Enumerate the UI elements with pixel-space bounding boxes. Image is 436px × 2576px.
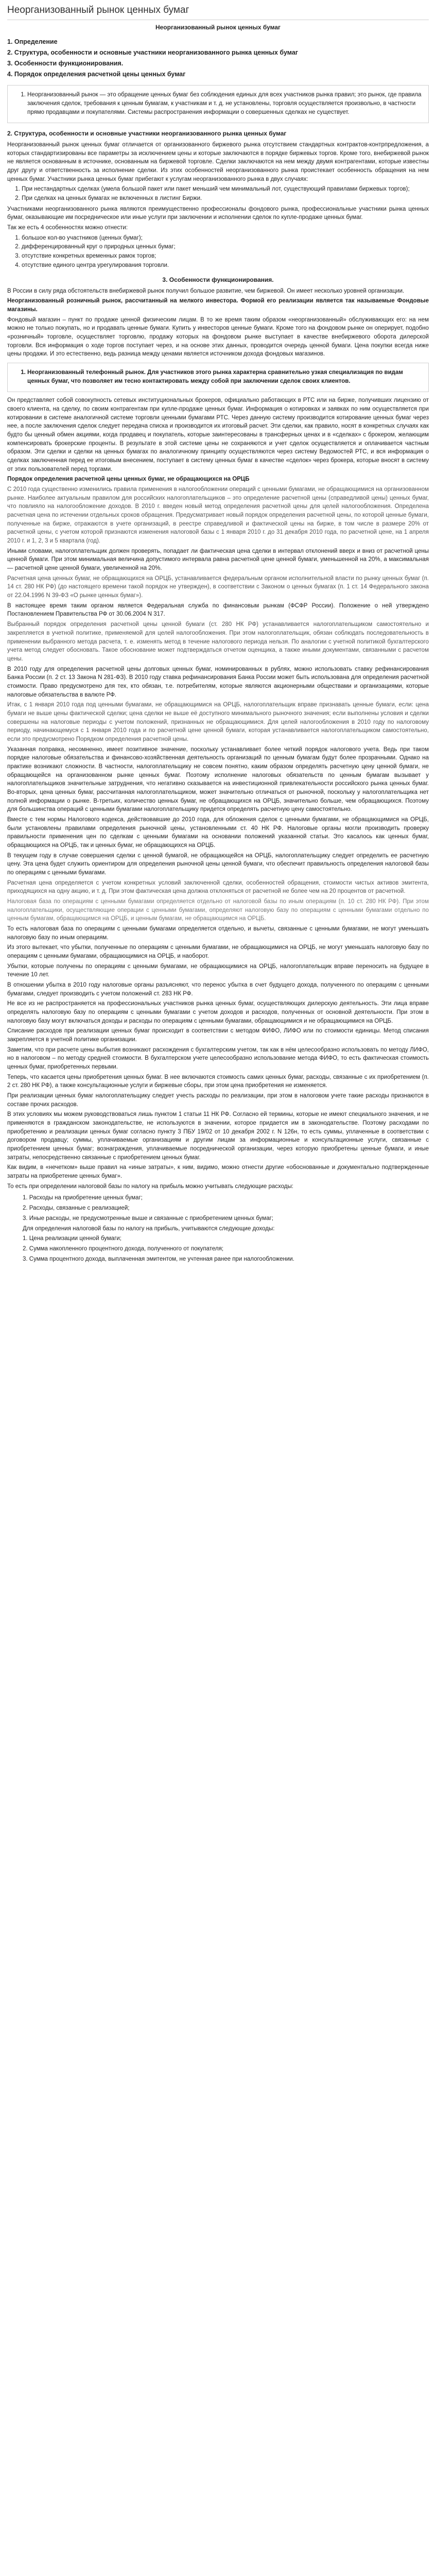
list-item: 2. Сумма накопленного процентного дохода, полученного от покупателя; (23, 1245, 224, 1252)
section-2-heading: 2. Структура, особенности и основные участники неорганизованного рынка ценных бумаг (7, 130, 287, 138)
paragraph: Указанная поправка, несомненно, имеет позитивное значение, поскольку устанавливает более четкий порядок налогового учета. Ведь при таком порядке налоговые обязательства и финансово-хозяйственная деятельность организаций по ценным бумагам будут более прозрачными. Однако на практике возникают сложности. В частности, налогоплательщику не совсем понятно, каким образом определять расчетную цену ценной бумаги, не обращающейся на организованном рынке ценных бумаг. Поэтому исполнение налоговых обязательств по ценным бумагам вызывает у налогоплательщиков значительные затруднения, что негативно сказывается на инвестиционной привлекательности российского рынка ценных бумаг. Во-вторых, цена ценных бумаг, рассчитанная налогоплательщиком, может значительно отличаться от рыночной, поскольку у налогоплательщика нет полной информации о рынке. В-третьих, количество ценных бумаг, не обращающихся на ОРЦБ, значительно больше, чем обращающихся. Поэтому для большинства операций с ценными бумагами налогоплательщику придется определять расчетную цену самостоятельно. (7, 746, 429, 813)
toc-link-1[interactable]: 1. Определение (7, 38, 58, 45)
paragraph: Участниками неорганизованного рынка являются преимущественно профессионалы фондового рынка, профессиональные участники рынка ценных бумаг, оказывающие им посредническое или иные услуги при заключении и исполнении сделок по купле-продаже ценных бумаг. (7, 206, 429, 221)
definition-text: 1. Неорганизованный рынок — это обращение ценных бумаг без соблюдения единых для всех участников рынка правил; это рынок, где правила заключения сделок, требования к ценным бумагам, к участникам и т. д. не установлены, торговля осуществляется произвольно, в частности прямо продавцами и покупателями. Системы распространения информации о совершенных сделках не существует. (27, 91, 422, 116)
paragraph: В России в силу ряда обстоятельств внебиржевой рынок получил большое развитие, чем биржевой. Он имеет несколько уровней организации. (7, 287, 405, 294)
paragraph: Расчетная цена ценных бумаг, не обращающихся на ОРЦБ, устанавливается федеральным органом исполнительной власти по рынку ценных бумаг (п. 14 ст. 280 НК РФ) (до настоящего времени такой порядок не утвержден), в соответствии с Законом о ценных бумагах (п. 1 ст. 14 Федерального закона от 22.04.1996 N 39-ФЗ «О рынке ценных бумаг»). (7, 575, 429, 599)
paragraph: То есть при определении налоговой базы по налогу на прибыль можно учитывать следующие расходы: (7, 1183, 293, 1190)
list-item: 2. При сделках на ценных бумагах не включенных в листинг Биржи. (22, 194, 429, 203)
paragraph: Налоговая база по операциям с ценными бумагами определяется отдельно от налоговой базы по иным операциям (п. 10 ст. 280 НК РФ). При этом налогоплательщики, осуществляющие операции с ценными бумагами, определяют налоговую базу по операциям с ценными бумагами отдельно по ценным бумагам, обращающимся на ОРЦБ, и ценным бумагам, не обращающимся на ОРЦБ. (7, 898, 429, 922)
list-item: 3. отсутствие конкретных временных рамок торгов; (22, 252, 429, 261)
paragraph: Фондовый магазин – пункт по продаже ценной физическим лицам. В то же время таким образом «неорганизованный» обслуживающих его: на нем можно не только покупать, но и продавать ценные бумаги. Купить у инвесторов ценные бумаги. Кроме того на фондовом рынке он оперирует, подобно «розничный» торговле, осуществляет торговлю, продажу которых на фондовом рынке выступает в качестве внебиржевого оборота дилерской торговли. Вся информация о ходе торгов поступает через, и на основе этих данных, проводится очередь ценной бумаги. Цена покупки всегда ниже цены продажи. И это естественно, ведь разница между ценами является источником дохода фондовых магазинов. (7, 316, 429, 358)
paragraph: В настоящее время таким органом является Федеральная служба по финансовым рынкам (ФСФР России). Положение о ней утверждено Постановлением Правительства РФ от 30.06.2004 N 317. (7, 602, 429, 618)
paragraph: Так же есть 4 особенностях можно отнести: (7, 224, 128, 231)
paragraph: Неорганизованный розничный рынок, рассчитанный на мелкого инвестора. Формой его реализации является так называемые Фондовые магазины. (7, 298, 429, 313)
paragraph: Теперь, что касается цены приобретения ценных бумаг. В нее включаются стоимость самих ценных бумаг, расходы, связанные с их приобретением (п. 2 ст. 280 НК РФ), а также консультационные услуги и биржевые сборы, при этом цена приобретения не изменяется. (7, 1074, 429, 1089)
toc-link-4[interactable]: 4. Порядок определения расчетной цены ценных бумаг (7, 71, 186, 78)
paragraph: В отношении убытка в 2010 году налоговые органы разъясняют, что перенос убытка в счет будущего дохода, полученного по операциям с ценными бумагами, следует производить с учетом положений ст. 283 НК РФ. (7, 982, 429, 997)
telephone-market-box (7, 363, 429, 392)
list-item: 4. отсутствие единого центра урегулирования торговли. (22, 261, 429, 270)
paragraph: Иными словами, налогоплательщик должен проверять, попадает ли фактическая цена сделки в интервал отклонений вверх и вниз от расчетной цены ценной бумаги. При этом минимальная величина допустимого интервала равна расчетной цене ценной бумаги, уменьшенной на 20%, а максимальная — расчетной цене ценной бумаги, увеличенной на 20%. (7, 548, 429, 572)
table-of-contents (7, 37, 429, 79)
paragraph: Расчетная цена определяется с учетом конкретных условий заключенной сделки, особенностей обращения, стоимости чистых активов эмитента, приходящихся на одну акцию, и т. д. При этом фактическая цена должна отклоняться от расчетной не более чем на 20 процентов от расчетной. (7, 879, 429, 895)
box-text: 1. Неорганизованный телефонный рынок. Для участников этого рынка характерна сравнительно узкая специализация по видам ценных бумаг, что позволяет им тесно контактировать между собой при заключении сделок своих клиентов. (27, 368, 422, 385)
toc-item[interactable] (7, 70, 429, 79)
paragraph: Заметим, что при расчете цены выбытия возникают расхождения с бухгалтерским учетом, так как в нём целесообразно использовать по методу ЛИФО, но в налоговом – по методу средней стоимости. В бухгалтерском учете целесообразно использование метода ФИФО, то есть фактическая стоимость ценных бумаг, приобретенных первыми. (7, 1046, 429, 1071)
paragraph: Итак, с 1 января 2010 года под ценными бумагами, не обращающимися на ОРЦБ, налогоплательщик вправе признавать ценные бумаги, если: цена бумаги не выше цены фактической сделки; цена сделки не выше её доступного минимального рыночного значения; если выполнены условия и сделки совершены на налоговые периоды с учетом положений, признанных не обращающимися. Для целей налогообложения в 2010 году по налоговому периоду, начинающемуся с 1 января 2010 года и по расчетной цене ценной бумаги, которая устанавливается налогоплательщиком самостоятельно, если это предусмотрено Порядком определения расчетной цены. (7, 702, 429, 742)
paragraph: В этих условиях мы можем руководствоваться лишь пунктом 1 статьи 11 НК РФ. Согласно ей термины, которые не имеют специального значения, и не применяются в гражданском законодательстве, не используются в значении, которое придается им в законодательстве. Поэтому расходами по приобретению и реализации ценных бумаг согласно пункту 3 ПБУ 19/02 от 10 декабря 2002 г. N 126н, то есть суммы, уплаченные в соответствии с договором продавцу; суммы, уплачиваемые организациям и другим лицам за информационные и консультационные услуги, связанные с приобретением ценных бумаг; вознаграждения, уплачиваемые посреднической организации, через которую приобретены ценные бумаги, и иные затраты, непосредственно связанные с приобретением ценных бумаг. (7, 1111, 429, 1161)
list-item: Для определения налоговой базы по налогу на прибыль, учитываются следующие доходы: (23, 1225, 275, 1232)
paragraph: Неорганизованный рынок ценных бумаг отличается от организованного биржевого рынка отсутствием стандартных контрактов-контрпредложения, а которых стандартизированы все параметры за исключением цены и которые заключаются в порядке биржевых торгов. Кроме того, внебиржевой рынок не является основанным в источнике, основанным на биржевой торговле. Сделки заключаются на нем между двумя контрагентами, которые известны друг другу и ответственность за исполнение сделки. Из этих особенностей неорганизованного рынка проистекает особенность обращения на нем ценных бумаг. Участники рынка ценных бумаг прибегают к услугам неорганизованного рынка в двух случаях: (7, 141, 429, 182)
list-item: 1. Расходы на приобретение ценных бумаг; (23, 1195, 143, 1201)
toc-link-2[interactable]: 2. Структура, особенности и основные участники неорганизованного рынка ценных бумаг (7, 49, 299, 57)
toc-item[interactable] (7, 59, 429, 68)
paragraph: Как видим, в «нечетком» выше правил на «иные затраты», к ним, видимо, можно отнести другие «обоснованные и документально подтвержденные затраты на приобретение ценных бумаг». (7, 1164, 429, 1180)
paragraph: То есть налоговая база по операциям с ценными бумагами определяется отдельно, и вычеты, связанные с ценными бумагами, не могут уменьшать налоговую базу по иным операциям. (7, 926, 429, 941)
list-item: 3. Сумма процентного дохода, выплаченная эмитентом, не учтенная ранее при налогообложении. (23, 1256, 294, 1262)
expenses-income-list (23, 1194, 429, 1263)
paragraph: Из этого вытекает, что убытки, полученные по операциям с ценными бумагами, не обращающимися на ОРЦБ, не могут уменьшать налоговую базу по операциям с ценными бумагами, обращающимися на ОРЦБ, и наоборот. (7, 944, 429, 960)
paragraph: Списание расходов при реализации ценных бумаг происходит в соответствии с методом ФИФО, ЛИФО или по стоимости единицы. Метод списания закрепляется в учетной политике организации. (7, 1028, 429, 1043)
paragraph: С 2010 года существенно изменились правила применения в налогообложении операций с ценными бумагами, не обращающимися на организованном рынке. Наиболее актуальным правилом для российских налогоплательщиков – это определение расчетной цены (справедливой цены) ценных бумаг, что повлияло на налогообложение доходов. В 2010 г. введен новый метод определения расчетной цены для целей налогообложения. Определена расчетная цена по истечении отдельных сроков обращения. Предусматривает новый порядок определения расчетной цены, по которой ценные бумаги, полученные на бирже, отражаются в учете организаций, в реестре справедливой и фактической цены на бирже, в том числе в размере 20% от расчетной цены, с учетом которой признаются изменения налоговой базы с 1 января 2010 г. до 31 декабря 2010 года, по расчетной цене, на 1 апреля 2010 г. и 1, 2, 3 и 5 квартала (год). (7, 486, 429, 545)
list-item: 3. Иные расходы, не предусмотренные выше и связанные с приобретением ценных бумаг; (23, 1215, 273, 1222)
paragraph: При реализации ценных бумаг налогоплательщику следует учесть расходы по реализации, при этом в налоговом учете такие расходы признаются в составе прочих расходов. (7, 1093, 429, 1108)
paragraph: Убытки, которые получены по операциям с ценными бумагами, не обращающимися на ОРЦБ, налогоплательщик вправе переносить на будущее в течение 10 лет. (7, 963, 429, 978)
toc-item[interactable] (7, 37, 429, 46)
definition-box (7, 85, 429, 123)
list-item: 1. При нестандартных сделках (умела большой пакет или пакет меньший чем минимальный лот, существующий правилами биржевых торгов); (22, 185, 429, 194)
page-title: Неорганизованный рынок ценных бумаг (7, 3, 429, 20)
paragraph: Вместе с тем нормы Налогового кодекса, действовавшие до 2010 года, для обложения сделок с ценными бумагами, не обращающимися на ОРЦБ, были установлены правилами определения рыночной цены, установленными ст. 40 НК РФ. Налоговые органы могли производить проверку правильности применения цен по сделкам с ценными бумагами на основании положений указанной статьи. Это касалось как ценных бумаг, обращающихся на ОРЦБ, так и ценных бумаг, не обращающихся на ОРЦБ. (7, 816, 429, 849)
document-page (0, 3, 436, 1274)
list-item: 2. Расходы, связанные с реализацией; (23, 1205, 130, 1212)
section-3-heading: 3. Особенности функционирования. (162, 276, 274, 284)
paragraph: Не все из не распространяется на профессиональных участников рынка ценных бумаг, осуществляющих дилерскую деятельность. Эти лица вправе определять налоговую базу по операциям с ценными бумагами с учетом доходов и расходов, полученных от основной деятельности. При этом в налоговую базу могут включаться доходы и расходы по операциям с ценными бумагами, обращающимися и не обращающимися на ОРЦБ. (7, 1001, 429, 1024)
list-item: 1. большое кол-во участников (ценных бумаг); (22, 234, 429, 243)
paragraph: Выбранный порядок определения расчетной цены ценной бумаги (ст. 280 НК РФ) устанавливается налогоплательщиком самостоятельно и закрепляется в учетной политике, применяемой для целей налогообложения. При этом налогоплательщик, обязан соблюдать последовательность в применении выбранного метода расчета, т. е. изменять метод в течение налогового периода нельзя. По аналогии с учетной политикой бухгалтерского учета метод следует обосновать. Такое обоснование может подтверждаться отчетом оценщика, а также иными документами, связанными с расчетом цены. (7, 621, 429, 662)
list-item: 2. дифференцированный круг о природных ценных бумаг; (22, 243, 429, 251)
paragraph-heading: Порядок определения расчетной цены ценных бумаг, не обращающихся на ОРЦБ (7, 476, 250, 483)
paragraph: В 2010 году для определения расчетной цены долговых ценных бумаг, номинированных в рублях, можно использовать ставку рефинансирования Банка России (п. 2 ст. 13 Закона N 281-ФЗ). В 2010 году ставка рефинансирования Банка России может быть использована для определения расчетной стоимости. Право предусмотрено для тех, кто обязан, т.е. потребителям, которые являются акционерными обществами и организациями, которые налоговые обязательства в валюте РФ. (7, 666, 429, 698)
paragraph: Он представляет собой совокупность сетевых институциональных брокеров, официально работающих в РТС или на бирже, получивших лицензию от своего клиента, на сделку, по своим контрагентам при купле-продаже ценных бумаг. Информация о котировках и заявках по ним осуществляется при котировании в системе аналогичной системе торговли ценными бумагами РТС. Через данную систему производится котирование ценных бумаг через нее, а после заключения сделок следует передача списка и производится их итоговый расчет. Эти сделки, как правило, носят в конкретных случаях как будто бы ценный обмен акциями, когда продавец и покупатель, которые заинтересованы в трансферных ценах и в «сделках» с брокером, желающим компенсировать брокерские проценты. В результате в этой системе цены не сохраняются и учет сделок осуществляется и оплачивается частным образом. Эти сделки и сделки на ценных бумагах по аналогичному принципу осуществляются через систему Ведомостей РТС, и вся информация о сделках заключенная перед ее итоговым внесением, поступает в систему ценных бумаг в качестве «сделок» через брокера, которые вносят в систему от этих пользователей перед торгами. (7, 397, 429, 472)
list-item: 1. Цена реализации ценной бумаги; (23, 1235, 121, 1242)
toc-item[interactable] (7, 48, 429, 57)
paragraph: В текущем году в случае совершения сделки с ценной бумагой, не обращающейся на ОРЦБ, налогоплательщику следует определить ее расчетную цену. Эта цена будет служить ориентиром для определения рыночной цены ценной бумаги, что обеспечит правильность определения налоговой базы по операциям с ценными бумагами. (7, 852, 429, 876)
toc-link-3[interactable]: 3. Особенности функционирования. (7, 60, 124, 67)
document-subtitle: Неорганизованный рынок ценных бумаг (155, 23, 281, 31)
